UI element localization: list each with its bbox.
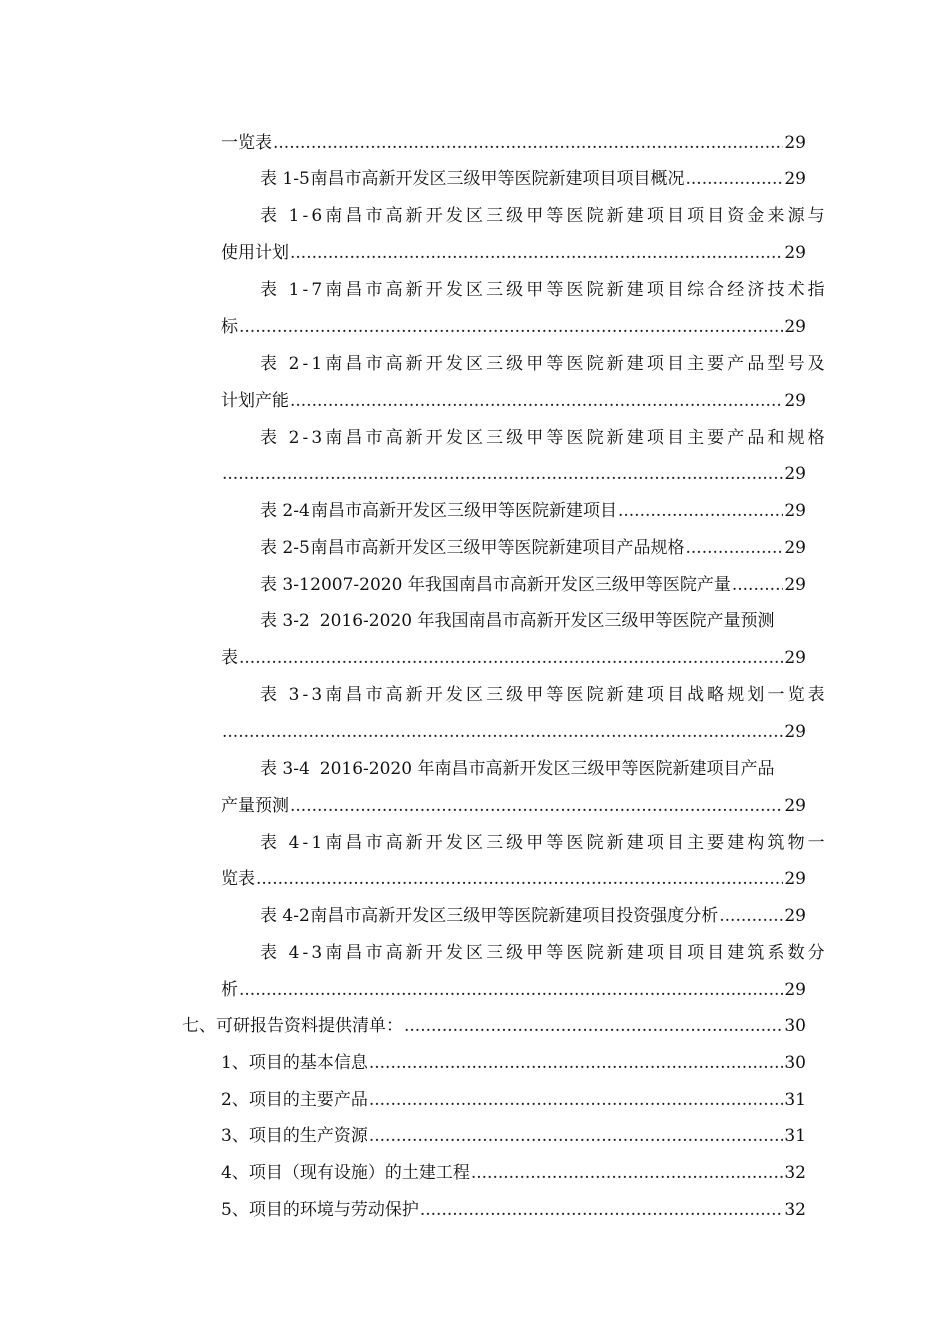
toc-entry-text: 5、项目的环境与劳动保护 <box>221 1200 419 1220</box>
toc-entry-text: 览表 <box>221 869 255 889</box>
toc-leader-dots <box>685 168 783 190</box>
toc-entry[interactable] <box>221 1154 806 1184</box>
toc-leader-dots <box>369 1089 784 1111</box>
toc-entry-text: 南昌市高新开发区三级甲等医院新建项目 <box>310 501 617 521</box>
toc-entry[interactable] <box>221 713 806 743</box>
toc-page-number: 29 <box>784 796 806 816</box>
toc-entry-label: 表 4-2 <box>260 906 310 926</box>
toc-entry-text: 南昌市高新开发区三级甲等医院新建项目主要产品型号及 <box>325 354 828 374</box>
toc-leader-dots <box>273 132 783 154</box>
toc-entry-text: 2016-2020 年南昌市高新开发区三级甲等医院新建项目产品 <box>319 759 775 779</box>
toc-page-number: 32 <box>784 1163 806 1183</box>
toc-entry[interactable] <box>221 124 806 154</box>
toc-entry[interactable] <box>260 160 806 190</box>
toc-entry-label: 表 2-5 <box>260 538 310 558</box>
toc-section-entry[interactable] <box>182 1007 806 1037</box>
toc-leader-dots <box>256 868 783 890</box>
toc-leader-dots <box>222 721 783 743</box>
toc-page-number: 29 <box>784 906 806 926</box>
toc-entry-text: 南昌市高新开发区三级甲等医院新建项目项目概况 <box>310 169 685 189</box>
toc-entry[interactable] <box>260 602 806 632</box>
toc-entry-text: 4、项目（现有设施）的土建工程 <box>221 1163 470 1183</box>
toc-entry-text: 2、项目的主要产品 <box>221 1090 368 1110</box>
toc-page-number: 30 <box>784 1053 806 1073</box>
toc-entry-label: 表 4-3 <box>260 943 326 963</box>
toc-entry[interactable] <box>260 529 806 559</box>
toc-entry[interactable] <box>221 860 806 890</box>
toc-leader-dots <box>618 500 783 522</box>
toc-entry[interactable] <box>260 566 806 596</box>
toc-page-number: 29 <box>784 648 806 668</box>
toc-entry[interactable] <box>221 971 806 1001</box>
toc-entry-label: 表 3-4 <box>260 759 310 779</box>
toc-entry[interactable] <box>221 1117 806 1147</box>
toc-entry[interactable] <box>260 419 828 449</box>
toc-entry-text: 标 <box>221 317 238 337</box>
toc-page-number: 29 <box>784 391 806 411</box>
toc-page-number: 29 <box>784 722 806 742</box>
toc-entry[interactable] <box>221 1044 806 1074</box>
toc-entry[interactable] <box>260 676 828 706</box>
toc-entry-text: 计划产能 <box>221 391 289 411</box>
toc-leader-dots <box>685 537 783 559</box>
toc-entry[interactable] <box>221 382 806 412</box>
toc-entry-label: 表 3-1 <box>260 575 310 595</box>
toc-entry[interactable] <box>221 234 806 264</box>
toc-leader-dots <box>404 1015 783 1037</box>
toc-entry-text: 南昌市高新开发区三级甲等医院新建项目项目建筑系数分 <box>325 943 828 963</box>
toc-page-number: 29 <box>784 133 806 153</box>
toc-leader-dots <box>369 1052 784 1074</box>
toc-entry-label: 表 3-2 <box>260 611 310 631</box>
toc-entry-text: 南昌市高新开发区三级甲等医院新建项目产品规格 <box>310 538 685 558</box>
toc-entry[interactable] <box>260 345 828 375</box>
toc-entry[interactable] <box>260 750 806 780</box>
toc-page-number: 31 <box>784 1090 806 1110</box>
toc-entry-text: 2016-2020 年我国南昌市高新开发区三级甲等医院产量预测 <box>319 611 775 631</box>
toc-entry-label: 表 2-3 <box>260 428 326 448</box>
toc-leader-dots <box>290 242 783 264</box>
toc-entry[interactable] <box>221 787 806 817</box>
toc-page-number: 29 <box>784 243 806 263</box>
toc-leader-dots <box>420 1199 784 1221</box>
toc-entry-text: 使用计划 <box>221 243 289 263</box>
toc-leader-dots <box>290 795 783 817</box>
toc-entry[interactable] <box>221 639 806 669</box>
toc-page-number: 29 <box>784 575 806 595</box>
toc-entry-text: 七、可研报告资料提供清单： <box>182 1016 403 1036</box>
toc-entry-text: 3、项目的生产资源 <box>221 1126 368 1146</box>
toc-entry[interactable] <box>260 934 828 964</box>
toc-entry-text: 1、项目的基本信息 <box>221 1053 368 1073</box>
toc-entry-text: 南昌市高新开发区三级甲等医院新建项目主要建构筑物一 <box>325 833 828 853</box>
toc-entry[interactable] <box>221 1081 806 1111</box>
toc-entry-label: 表 1-7 <box>260 280 326 300</box>
toc-entry-label: 表 1-5 <box>260 169 310 189</box>
toc-leader-dots <box>239 316 783 338</box>
toc-entry-label: 表 2-1 <box>260 354 326 374</box>
toc-page-number: 29 <box>784 538 806 558</box>
toc-page-number: 29 <box>784 501 806 521</box>
toc-leader-dots <box>471 1162 784 1184</box>
toc-entry[interactable] <box>221 308 806 338</box>
toc-leader-dots <box>369 1125 784 1147</box>
toc-entry-text: 2007-2020 年我国南昌市高新开发区三级甲等医院产量 <box>310 575 731 595</box>
toc-entry[interactable] <box>221 1191 806 1221</box>
toc-entry-text: 南昌市高新开发区三级甲等医院新建项目战略规划一览表 <box>325 685 828 705</box>
toc-entry-text: 南昌市高新开发区三级甲等医院新建项目主要产品和规格 <box>325 428 828 448</box>
toc-entry[interactable] <box>221 455 806 485</box>
toc-entry-text: 表 <box>221 648 238 668</box>
toc-page-number: 29 <box>784 169 806 189</box>
toc-page-number: 31 <box>784 1126 806 1146</box>
toc-entry[interactable] <box>260 271 828 301</box>
toc-entry-label: 表 3-3 <box>260 685 326 705</box>
toc-page-number: 32 <box>784 1200 806 1220</box>
toc-entry-label: 表 2-4 <box>260 501 310 521</box>
toc-entry-text: 产量预测 <box>221 796 289 816</box>
toc-page-number: 29 <box>784 869 806 889</box>
toc-page-number: 29 <box>784 317 806 337</box>
toc-entry-label: 表 1-6 <box>260 206 326 226</box>
toc-entry[interactable] <box>260 492 806 522</box>
toc-entry-label: 表 4-1 <box>260 833 326 853</box>
toc-page-number: 30 <box>784 1016 806 1036</box>
toc-page-number: 29 <box>784 980 806 1000</box>
toc-entry-text: 一览表 <box>221 133 272 153</box>
toc-entry-text: 南昌市高新开发区三级甲等医院新建项目投资强度分析 <box>310 906 719 926</box>
toc-page-number: 29 <box>784 464 806 484</box>
toc-leader-dots <box>732 574 784 596</box>
toc-leader-dots <box>239 647 783 669</box>
toc-entry[interactable] <box>260 197 828 227</box>
toc-entry[interactable] <box>260 897 806 927</box>
toc-leader-dots <box>290 390 783 412</box>
toc-leader-dots <box>719 905 783 927</box>
toc-entry-text: 南昌市高新开发区三级甲等医院新建项目综合经济技术指 <box>325 280 828 300</box>
toc-leader-dots <box>239 979 783 1001</box>
toc-entry-text: 析 <box>221 980 238 1000</box>
toc-leader-dots <box>222 463 783 485</box>
toc-entry-text: 南昌市高新开发区三级甲等医院新建项目项目资金来源与 <box>325 206 828 226</box>
toc-entry[interactable] <box>260 824 828 854</box>
